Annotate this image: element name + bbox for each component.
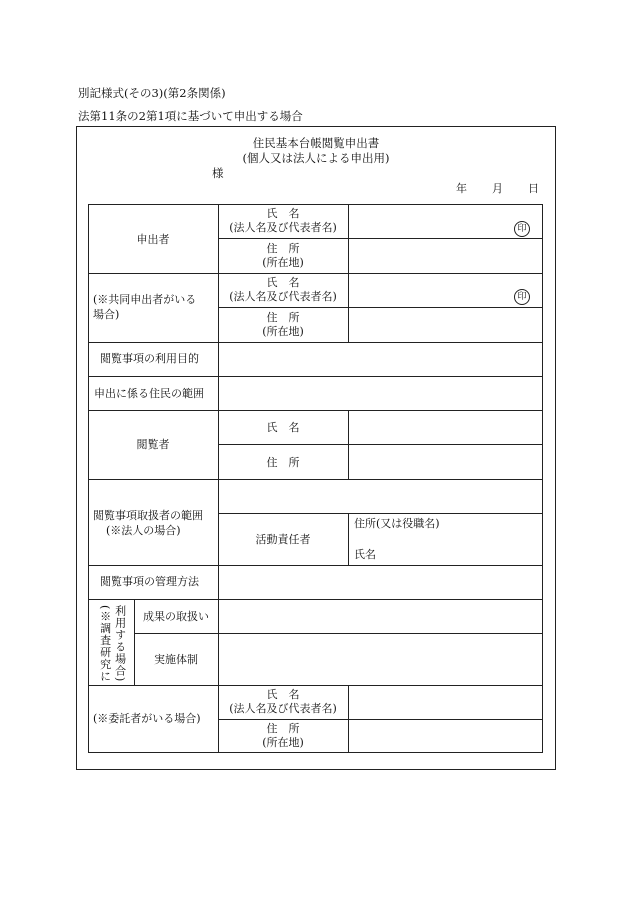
handler-corp-note: (※法人の場合) [106, 524, 181, 537]
research-note-1: (※調査研究に [98, 605, 112, 683]
contractor-address-field[interactable] [349, 720, 543, 753]
co-applicant-label-2: 場合) [93, 308, 120, 321]
name-corp-label: (法人名及び代表者名) [229, 702, 337, 715]
date-year: 年 [456, 182, 467, 195]
implementation-structure-label: 実施体制 [154, 653, 198, 666]
address-label: 住 所 [266, 722, 300, 735]
applicant-label: 申出者 [136, 233, 170, 246]
contractor-label: (※委託者がいる場合) [93, 712, 201, 725]
responsible-address-label: 住所(又は役職名) [354, 517, 440, 530]
name-label: 氏 名 [266, 207, 300, 220]
responsible-person-label: 活動責任者 [255, 533, 311, 546]
address-label: 住 所 [266, 311, 300, 324]
applicant-name-field[interactable] [349, 205, 543, 238]
handler-scope-field[interactable] [219, 480, 543, 513]
name-label: 氏 名 [266, 276, 300, 289]
address-corp-label: (所在地) [262, 325, 304, 338]
viewer-name-field[interactable] [349, 411, 543, 444]
address-label: 住 所 [266, 456, 300, 469]
address-corp-label: (所在地) [262, 736, 304, 749]
research-note-2: 利用する場合) [113, 605, 127, 683]
scope-label: 申出に係る住民の範囲 [94, 387, 204, 400]
viewer-label: 閲覧者 [136, 438, 170, 451]
co-applicant-label: (※共同申出者がいる [93, 293, 197, 306]
date-day: 日 [528, 182, 539, 195]
address-label: 住 所 [266, 242, 300, 255]
form-subtitle: (個人又は法人による申出用) [242, 151, 390, 165]
name-label: 氏 名 [266, 421, 300, 434]
purpose-field[interactable] [219, 343, 543, 376]
form-style-label: 別記様式(その3)(第2条関係) [78, 86, 226, 100]
seal-mark: 印 [514, 289, 530, 305]
name-corp-label: (法人名及び代表者名) [229, 221, 337, 234]
form-title: 住民基本台帳閲覧申出書 [252, 136, 380, 150]
rule [218, 513, 543, 514]
contractor-name-field[interactable] [349, 686, 543, 719]
co-applicant-address-field[interactable] [349, 308, 543, 342]
address-corp-label: (所在地) [262, 256, 304, 269]
rule [348, 513, 349, 565]
management-field[interactable] [219, 566, 543, 599]
seal-mark: 印 [514, 221, 530, 237]
responsible-name-label: 氏名 [354, 548, 376, 561]
date-month: 月 [492, 182, 503, 195]
structure-field[interactable] [219, 634, 543, 685]
co-applicant-name-field[interactable] [349, 274, 543, 307]
management-label: 閲覧事項の管理方法 [100, 575, 199, 588]
addressee-suffix: 様 [212, 166, 224, 180]
case-label: 法第11条の2第1項に基づいて申出する場合 [78, 109, 303, 123]
name-label: 氏 名 [266, 688, 300, 701]
purpose-label: 閲覧事項の利用目的 [100, 352, 199, 365]
results-field[interactable] [219, 600, 543, 633]
scope-field[interactable] [219, 377, 543, 410]
applicant-address-field[interactable] [349, 239, 543, 273]
results-handling-label: 成果の取扱い [143, 610, 209, 623]
handler-scope-label: 閲覧事項取扱者の範囲 [93, 509, 203, 522]
name-corp-label: (法人名及び代表者名) [229, 290, 337, 303]
viewer-address-field[interactable] [349, 445, 543, 479]
